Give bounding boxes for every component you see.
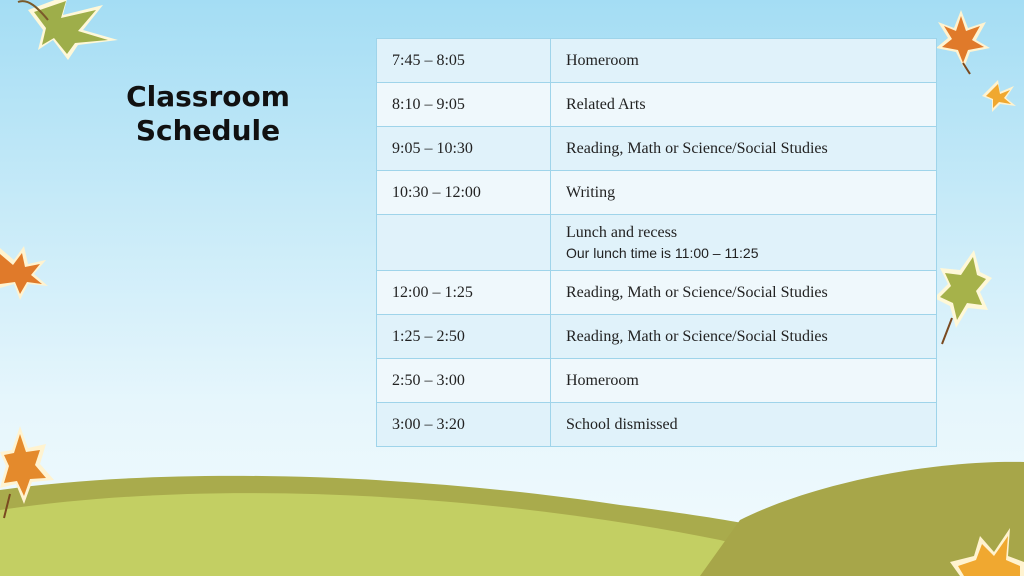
- activity-label: Lunch and recess: [566, 224, 678, 241]
- maple-leaf-icon: [950, 522, 1024, 576]
- activity-cell: School dismissed: [551, 403, 937, 447]
- activity-cell: Reading, Math or Science/Social Studies: [551, 315, 937, 359]
- activity-cell: Homeroom: [551, 39, 937, 83]
- time-cell: 2:50 – 3:00: [377, 359, 551, 403]
- time-cell: 9:05 – 10:30: [377, 127, 551, 171]
- activity-cell: [551, 215, 937, 271]
- time-cell: 10:30 – 12:00: [377, 171, 551, 215]
- hill-front-left: [0, 493, 810, 576]
- activity-cell: Reading, Math or Science/Social Studies: [551, 127, 937, 171]
- table-row: [377, 171, 937, 215]
- table-row: [377, 215, 937, 271]
- table-row: [377, 83, 937, 127]
- time-cell: 1:25 – 2:50: [377, 315, 551, 359]
- table-row: [377, 359, 937, 403]
- maple-leaf-icon: [978, 78, 1018, 114]
- activity-cell: Writing: [551, 171, 937, 215]
- maple-leaf-icon: [0, 238, 50, 304]
- schedule-table: [376, 38, 937, 447]
- table-row: [377, 315, 937, 359]
- title-line-1: Classroom: [126, 80, 290, 113]
- maple-leaf-icon: [0, 424, 56, 520]
- time-cell: 7:45 – 8:05: [377, 39, 551, 83]
- activity-cell: Related Arts: [551, 83, 937, 127]
- time-cell: 3:00 – 3:20: [377, 403, 551, 447]
- time-cell: [377, 215, 551, 271]
- time-cell: 8:10 – 9:05: [377, 83, 551, 127]
- slide-title: [100, 80, 316, 148]
- activity-note: Our lunch time is 11:00 – 11:25: [566, 245, 759, 261]
- table-row: [377, 403, 937, 447]
- maple-leaf-icon: [930, 8, 992, 76]
- title-line-2: Schedule: [135, 114, 281, 147]
- activity-cell: Homeroom: [551, 359, 937, 403]
- maple-leaf-icon: [930, 248, 994, 348]
- table-row: [377, 39, 937, 83]
- time-cell: 12:00 – 1:25: [377, 271, 551, 315]
- table-row: [377, 127, 937, 171]
- table-row: [377, 271, 937, 315]
- activity-cell: Reading, Math or Science/Social Studies: [551, 271, 937, 315]
- maple-leaf-icon: [8, 0, 128, 70]
